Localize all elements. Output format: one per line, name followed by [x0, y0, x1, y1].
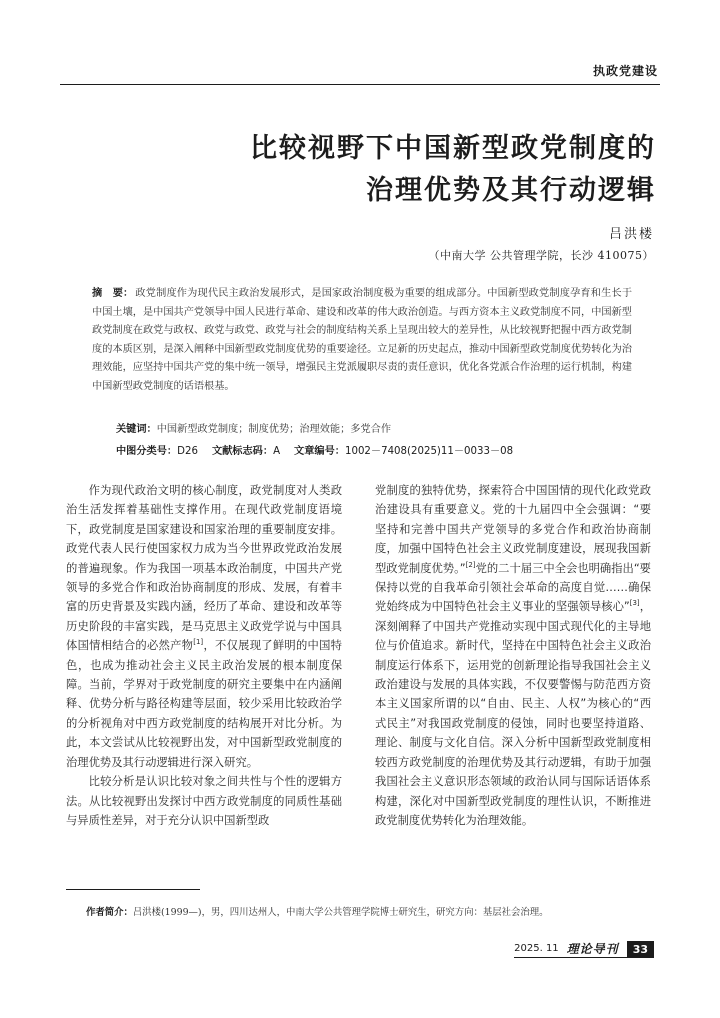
- article-number-label: 文章编号：: [294, 446, 345, 457]
- doc-code-label: 文献标志码：: [211, 446, 274, 457]
- issue-date: 2025. 11: [514, 941, 567, 958]
- keywords: [116, 420, 391, 435]
- footnote-text: 吕洪楼(1999—)，男，四川达州人，中南大学公共管理学院博士研究生，研究方向：基层社会治理。: [132, 907, 549, 918]
- citation[interactable]: [1]: [193, 638, 204, 647]
- abstract-text: 政党制度作为现代民主政治发展形式，是国家政治制度极为重要的组成部分。中国新型政党制度孕育和生长于中国土壤，是中国共产党领导中国人民进行革命、建设和改革的伟大政治创造。与西方资本主义政党制度不同，中国新型政党制度在政党与政权、政党与政党、政党与社会的制度结构关系上呈现出较大的差异性，从比较视野把握中西方政党制度的本质区别，是深入阐释中国新型政党制度优势的重要途径。立足新的历史起点，推动中国新型政党制度优势转化为治理效能，应坚持中国共产党的集中统一领导，增强民主党派履职尽责的责任意识，优化各党派合作治理的运行机制，构建中国新型政党制度的话语根基。: [92, 288, 633, 392]
- clc-value: D26: [177, 446, 198, 457]
- article-number-value: 1002－7408(2025)11－0033－08: [344, 446, 514, 457]
- title-line-1: 比较视野下中国新型政党制度的: [250, 133, 656, 164]
- keywords-label: 关键词：: [116, 424, 157, 435]
- section-label: 执政党建设: [592, 64, 658, 78]
- citation[interactable]: [3]: [629, 599, 640, 608]
- title-line-2: 治理优势及其行动逻辑: [366, 175, 656, 206]
- abstract: [92, 285, 632, 397]
- body-column-left: [66, 481, 342, 830]
- abstract-label: 摘 要：: [92, 288, 134, 299]
- body-column-right: [375, 481, 651, 830]
- paragraph-text: ，不仅展现了鲜明的中国特色，也成为推动社会主义民主政治发展的根本制度保障。当前，学界对于政党制度的研究主要集中在内涵阐释、优势分析与路径构建等层面，较少采用比较政治学的分析视角对中西方政党制度的结构展开对比分析。为此，本文尝试从比较视野出发，对中国新型政党制度的治理优势及其行动逻辑进行深入研究。: [66, 639, 342, 769]
- footnote-label: 作者简介：: [86, 907, 133, 918]
- keywords-text: 中国新型政党制度；制度优势；治理效能；多党合作: [156, 424, 392, 435]
- page-footer: [514, 941, 654, 958]
- page-number: 33: [627, 941, 654, 958]
- paragraph-text: 党制度的独特优势，探索符合中国国情的现代化政党政治建设具有重要意义。党的十九届四中全会强调：“要坚持和完善中国共产党领导的多党合作和政治协商制度，加强中国特色社会主义政党制度建设，展现我国新型政党制度优势。”: [375, 484, 651, 575]
- clc-label: 中图分类号：: [116, 446, 178, 457]
- footnote-rule: [66, 889, 200, 890]
- paragraph-text: ，深刻阐释了中国共产党推动实现中国式现代化的主导地位与价值追求。新时代，坚持在中国特色社会主义政治制度运行体系下，运用党的创新理论指导我国社会主义政治建设与发展的具体实践，不仅要警惕与防范西方资本主义国家所谓的以“自由、民主、人权”为核心的“西式民主”对我国政党制度的侵蚀，同时也要坚持道路、理论、制度与文化自信。深入分析中国新型政党制度相较西方政党制度的治理优势及其行动逻辑，有助于加强我国社会主义意识形态领域的政治认同与国际话语体系构建，深化对中国新型政党制度的理性认识，不断推进政党制度优势转化为治理效能。: [375, 600, 651, 827]
- author-name: 吕洪楼: [608, 227, 654, 242]
- article-title: [250, 128, 656, 212]
- paragraph-text: 作为现代政治文明的核心制度，政党制度对人类政治生活发挥着基础性支撑作用。在现代政党制度语境下，政党制度是国家建设和国家治理的重要制度安排。政党代表人民行使国家权力成为当今世界政党政治发展的普遍现象。作为我国一项基本政治制度，中国共产党领导的多党合作和政治协商制度的形成、发展，有着丰富的历史背景及实践内涵，经历了革命、建设和改革等历史阶段的丰富实践，是马克思主义政党学说与中国具体国情相结合的必然产物: [66, 484, 342, 653]
- paragraph-text: 党的二十届三中全会也明确指出“要保持以党的自我革命引领社会革命的高度自觉……确保党始终成为中国特色社会主义事业的坚强领导核心”: [375, 561, 651, 614]
- author-affiliation: （中南大学 公共管理学院，长沙 410075）: [428, 249, 654, 262]
- journal-name: 理论导刊: [567, 941, 627, 958]
- citation[interactable]: [2]: [465, 560, 476, 569]
- paragraph: [66, 481, 342, 772]
- author-footnote: [86, 904, 548, 918]
- header-rule: [60, 84, 660, 85]
- paragraph: [375, 481, 651, 830]
- classification-line: [116, 442, 513, 457]
- paragraph: 比较分析是认识比较对象之间共性与个性的逻辑方法。从比较视野出发探讨中西方政党制度的同质性基础与异质性差异，对于充分认识中国新型政: [66, 775, 342, 827]
- doc-code-value: A: [273, 446, 281, 457]
